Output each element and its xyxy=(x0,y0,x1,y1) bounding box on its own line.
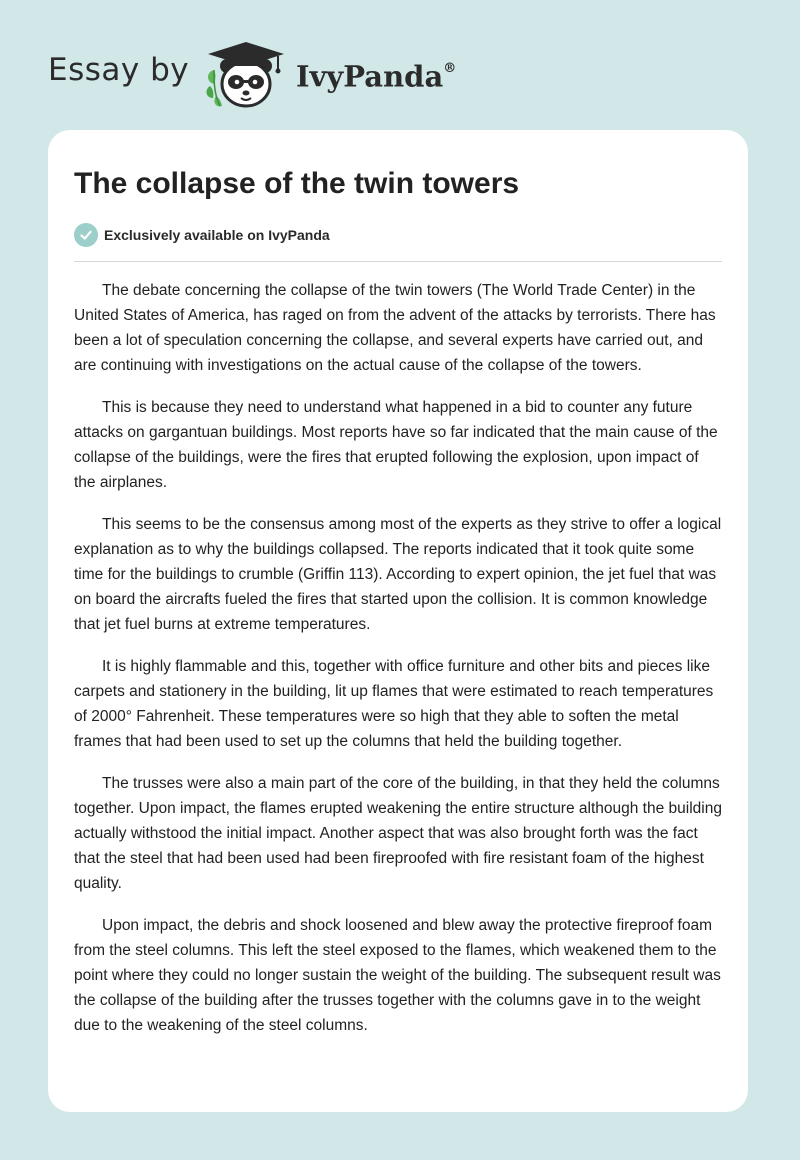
brand-name-text: IvyPanda xyxy=(296,59,444,94)
panda-graduate-logo-icon[interactable] xyxy=(200,36,292,110)
registered-mark: ® xyxy=(443,61,457,76)
exclusive-badge xyxy=(74,222,330,248)
divider xyxy=(74,261,722,262)
essay-card xyxy=(48,130,748,1112)
page-title: The collapse of the twin towers xyxy=(74,167,520,200)
essay-by-label: Essay by xyxy=(48,52,190,88)
check-icon xyxy=(74,223,98,247)
paragraph: This is because they need to understand what happened in a bid to counter any future attacks on gargantuan buildings. Most reports have so far indicated that the main cause of the collapse of the buildings, were the fires that erupted following the explosion, upon impact of the airplanes. xyxy=(74,399,718,491)
exclusive-badge-text: Exclusively available on IvyPanda xyxy=(104,227,330,243)
essay-body xyxy=(74,278,724,1055)
paragraph: Upon impact, the debris and shock loosened and blew away the protective fireproof foam from the steel columns. This left the steel exposed to the flames, which weakened them to the point where they could no longer sustain the weight of the building. The subsequent result was the collapse of the building after the trusses together with the columns gave in to the weight due to the weakening of the steel columns. xyxy=(74,917,721,1034)
paragraph: This seems to be the consensus among most of the experts as they strive to offer a logical explanation as to why the buildings collapsed. The reports indicated that it took quite some time for the buildings to crumble (Griffin 113). According to expert opinion, the jet fuel that was on board the aircrafts fueled the fires that started upon the collision. It is common knowledge that jet fuel burns at extreme temperatures. xyxy=(74,516,722,633)
paragraph: It is highly flammable and this, together with office furniture and other bits and pieces like carpets and stationery in the building, lit up flames that were estimated to reach temperatures of 2000° Fahrenheit. These temperatures were so high that they able to soften the metal frames that had been used to set up the columns that held the building together. xyxy=(74,658,714,750)
paragraph: The debate concerning the collapse of the twin towers (The World Trade Center) in the United States of America, has raged on from the advent of the attacks by terrorists. There has been a lot of speculation concerning the collapse, and several experts have carried out, and are continuing with investigations on the actual cause of the collapse of the towers. xyxy=(74,282,716,374)
paragraph: The trusses were also a main part of the core of the building, in that they held the columns together. Upon impact, the flames erupted weakening the entire structure although the building actually withstood the initial impact. Another aspect that was also brought forth was the fact that the steel that had been used had been fireproofed with fire resistant foam of the highest quality. xyxy=(74,775,722,892)
site-header xyxy=(0,0,800,118)
brand-name[interactable] xyxy=(296,54,456,96)
